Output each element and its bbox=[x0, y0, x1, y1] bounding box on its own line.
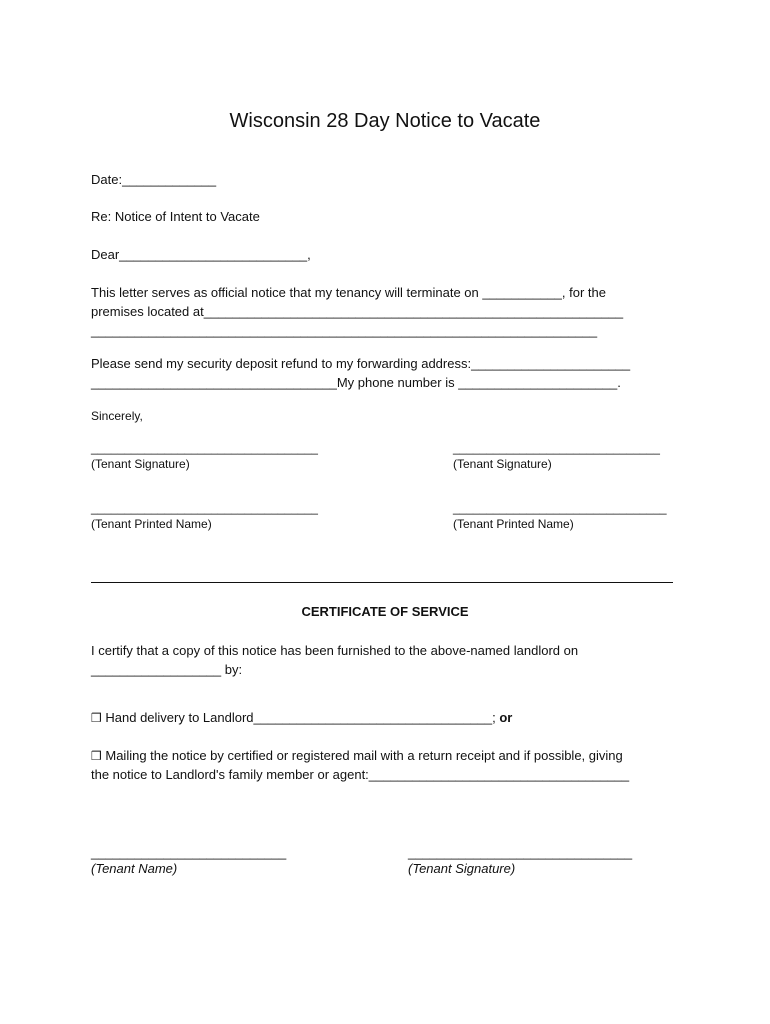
termination-paragraph-line-1: This letter serves as official notice that my tenancy will terminate on ___________, for the bbox=[91, 285, 606, 300]
salutation-line: Dear__________________________, bbox=[91, 247, 311, 262]
closing: Sincerely, bbox=[91, 409, 143, 423]
deposit-paragraph-line-1: Please send my security deposit refund to my forwarding address:______________________ bbox=[91, 356, 631, 371]
mail-delivery-text: Mailing the notice by certified or registered mail with a return receipt and if possible, giving bbox=[101, 748, 623, 763]
bottom-tenant-name-line: ___________________________ bbox=[91, 845, 287, 860]
tenant-signature-label-left: (Tenant Signature) bbox=[91, 457, 190, 471]
termination-paragraph-line-3: ______________________________________________________________________ bbox=[91, 323, 598, 338]
checkbox-icon[interactable]: ❒ bbox=[91, 749, 102, 763]
tenant-signature-label-right: (Tenant Signature) bbox=[453, 457, 552, 471]
deposit-paragraph-line-2: __________________________________My phone number is ______________________. bbox=[91, 375, 621, 390]
re-line: Re: Notice of Intent to Vacate bbox=[91, 209, 260, 224]
delivery-option-mail-line-1 bbox=[91, 748, 623, 763]
tenant-printed-name-label-right: (Tenant Printed Name) bbox=[453, 517, 574, 531]
checkbox-icon[interactable]: ❒ bbox=[91, 711, 102, 725]
document-title: Wisconsin 28 Day Notice to Vacate bbox=[229, 110, 541, 132]
bottom-tenant-name-label: (Tenant Name) bbox=[91, 861, 178, 876]
hand-delivery-text: Hand delivery to Landlord_________________________________; bbox=[101, 710, 500, 725]
tenant-signature-line-right: _______________________________ bbox=[453, 441, 660, 455]
bottom-tenant-signature-line: _______________________________ bbox=[408, 845, 633, 860]
certificate-intro-line-1: I certify that a copy of this notice has been furnished to the above-named landlord on bbox=[91, 643, 579, 658]
tenant-printed-name-line-right: ________________________________ bbox=[453, 501, 667, 515]
termination-paragraph-line-2: premises located at__________________________________________________________ bbox=[91, 304, 624, 319]
certificate-intro-line-2: __________________ by: bbox=[91, 662, 243, 677]
section-divider bbox=[91, 582, 673, 583]
tenant-printed-name-label-left: (Tenant Printed Name) bbox=[91, 517, 212, 531]
certificate-title: CERTIFICATE OF SERVICE bbox=[301, 604, 469, 619]
bottom-tenant-signature-label: (Tenant Signature) bbox=[408, 861, 516, 876]
tenant-printed-name-line-left: __________________________________ bbox=[91, 501, 318, 515]
or-label: or bbox=[499, 710, 513, 725]
delivery-option-hand bbox=[91, 710, 512, 725]
delivery-option-mail-line-2: the notice to Landlord's family member or agent:____________________________________ bbox=[91, 767, 630, 782]
date-line: Date:_____________ bbox=[91, 172, 217, 187]
tenant-signature-line-left: __________________________________ bbox=[91, 441, 318, 455]
